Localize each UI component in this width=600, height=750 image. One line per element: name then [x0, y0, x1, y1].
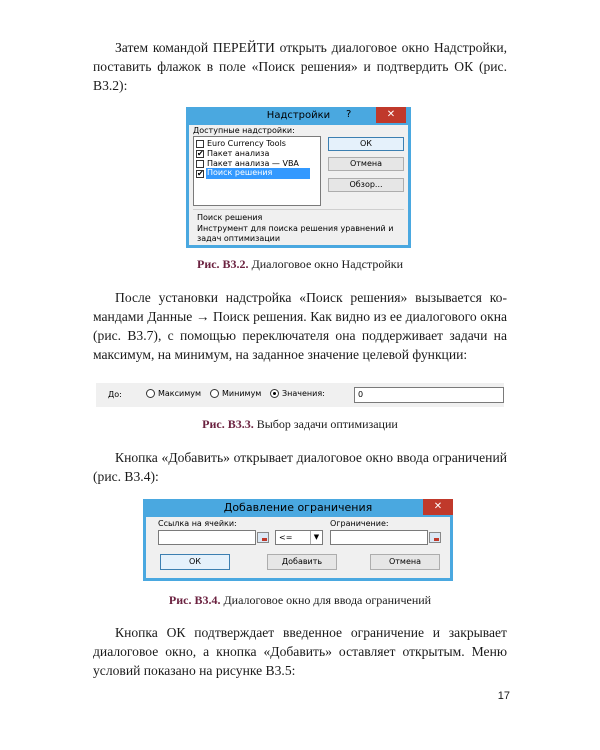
ok-button[interactable]: ОК	[160, 554, 230, 570]
caption-text: Диалоговое окно для ввода ограничений	[223, 593, 432, 607]
radio-max[interactable]	[146, 389, 155, 398]
caption-number: Рис. В3.3.	[202, 417, 254, 431]
operator-select[interactable]	[275, 530, 323, 545]
caption-number: Рис. В3.2.	[196, 257, 249, 271]
paragraph-3: Кнопка «Добавить» открывает диалоговое окно ввода ограничений (рис. В3.4):	[93, 450, 507, 484]
item-label: Пакет анализа	[207, 149, 270, 158]
radio-min-option[interactable]	[210, 389, 261, 398]
caption-fig-b3-2	[0, 257, 600, 272]
constraint-dialog-title: Добавление ограничения	[223, 501, 373, 514]
solver-description-group	[193, 209, 404, 243]
group-description: Инструмент для поиска решения уравнений и задач оптимизации	[197, 224, 394, 243]
radio-min-label: Минимум	[222, 389, 262, 398]
help-icon[interactable]: ?	[346, 109, 352, 120]
cell-reference-input[interactable]	[158, 530, 256, 545]
browse-button[interactable]: Обзор...	[328, 178, 404, 192]
radio-max-option[interactable]	[146, 389, 201, 398]
radio-min[interactable]	[210, 389, 219, 398]
checkbox-euro[interactable]	[196, 140, 204, 148]
close-icon[interactable]: ✕	[376, 107, 406, 123]
range-picker-icon[interactable]	[429, 532, 441, 543]
chevron-down-icon[interactable]: ▼	[310, 531, 322, 544]
addins-list[interactable]	[193, 136, 321, 206]
item-label: Пакет анализа — VBA	[207, 159, 299, 168]
caption-fig-b3-3	[0, 417, 600, 432]
add-button[interactable]: Добавить	[267, 554, 337, 570]
constraint-label: Ограничение:	[330, 519, 389, 528]
addins-dialog-title: Надстройки	[266, 110, 331, 121]
operator-value: <=	[279, 533, 293, 542]
addins-dialog-body	[189, 125, 408, 245]
checkbox-analysis[interactable]: ✔	[197, 149, 204, 158]
ok-button[interactable]: ОК	[328, 137, 404, 151]
radio-max-label: Максимум	[158, 389, 202, 398]
add-constraint-dialog	[143, 499, 453, 581]
item-label: Поиск решения	[206, 168, 310, 179]
paragraph-4: Кнопка ОК подтверждает введенное ограничение и закрывает диалоговое окно, а кнопка «Добавить» оставляет открытым. Меню условий показано на рисунке В3.5:	[93, 625, 507, 678]
checkbox-analysis-vba[interactable]	[196, 160, 204, 168]
goal-selector-bar	[96, 383, 504, 407]
cancel-button[interactable]: Отмена	[370, 554, 440, 570]
close-icon[interactable]: ✕	[423, 499, 453, 515]
constraint-dialog-body	[146, 517, 450, 578]
constraint-input[interactable]	[330, 530, 428, 545]
checkbox-solver[interactable]: ✔	[197, 169, 204, 178]
radio-value-option[interactable]	[270, 389, 325, 398]
radio-value[interactable]	[270, 389, 279, 398]
value-input[interactable]: 0	[354, 387, 504, 403]
paragraph-1: Затем командой ПЕРЕЙТИ открыть диалоговое окно Надстройки, поставить флажок в поле «Поиск решения» и подтвердить ОК (рис. В3.2):	[93, 40, 507, 93]
caption-number: Рис. В3.4.	[168, 593, 221, 607]
addins-dialog	[186, 107, 411, 248]
range-picker-icon[interactable]	[257, 532, 269, 543]
item-label: Euro Currency Tools	[207, 139, 286, 148]
cell-reference-label: Ссылка на ячейки:	[158, 519, 237, 528]
caption-text: Выбор задачи оптимизации	[256, 417, 398, 431]
page-number: 17	[497, 690, 510, 702]
paragraph-2: После установки надстройка «Поиск решения» вызывается командами Данные → Поиск решения. Как видно из ее диалогового окна (рис. В3.7), с помощью переключателя она поддерживает задачи на максимум, на минимум, на заданное значение целевой функции:	[93, 290, 507, 362]
caption-fig-b3-4	[0, 593, 600, 608]
caption-text: Диалоговое окно Надстройки	[251, 257, 404, 271]
group-title: Поиск решения	[197, 213, 263, 222]
addins-list-label: Доступные надстройки:	[193, 126, 295, 135]
to-label: До:	[108, 390, 122, 399]
radio-value-label: Значения:	[282, 389, 325, 398]
cancel-button[interactable]: Отмена	[328, 157, 404, 171]
